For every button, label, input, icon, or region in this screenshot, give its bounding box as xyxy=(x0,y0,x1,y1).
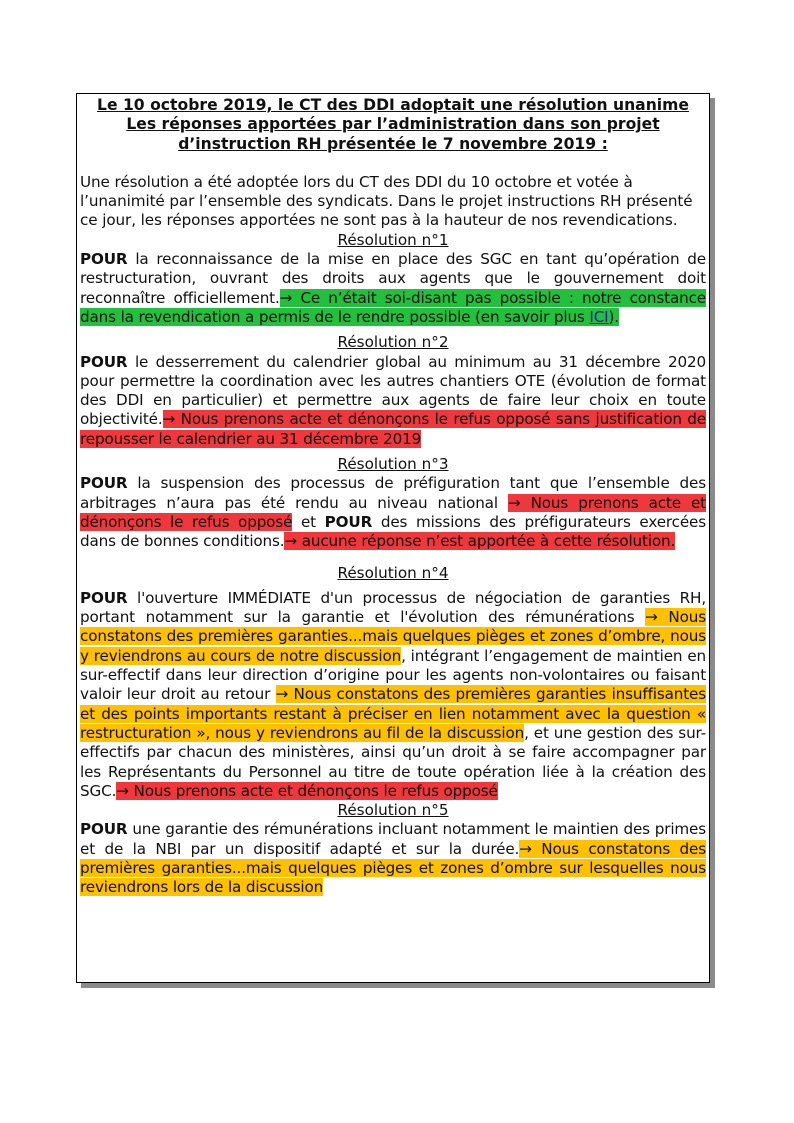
pour-label: POUR xyxy=(80,474,128,493)
resolution-3-body xyxy=(80,474,706,551)
title-line-2: Les réponses apportées par l’administration dans son projet xyxy=(126,115,660,134)
resolution-4-response-3: → Nous prenons acte et dénonçons le refus opposé xyxy=(116,781,498,800)
pour-label: POUR xyxy=(80,820,128,839)
resolution-1-heading: Résolution n°1 xyxy=(337,230,449,249)
resolution-3-response-2: → aucune réponse n’est apportée à cette résolution. xyxy=(284,532,676,551)
resolution-2-response: → Nous prenons acte et dénonçons le refus opposé sans justification de repousser le calendrier au 31 décembre 2019 xyxy=(80,410,706,448)
resolution-2-heading: Résolution n°2 xyxy=(337,333,449,352)
resolution-5-response: → Nous constatons des premières garanties...mais quelques pièges et zones d’ombre sur lesquelles nous reviendrons lors de la discussion xyxy=(80,839,707,897)
resolution-4-text: l'ouverture IMMÉDIATE d'un processus de négociation de garanties RH, portant notamment sur la garantie et l'évolution des rémunérations xyxy=(80,588,706,627)
resolution-4-heading: Résolution n°4 xyxy=(337,563,449,582)
resolution-4-response-2: → Nous constatons des premières garanties insuffisantes et des points importants restant à préciser en lien notamment avec la question « restructuration », nous y reviendrons au fil de la discussion xyxy=(80,685,706,742)
title-line-3: d’instruction RH présentée le 7 novembre 2019 : xyxy=(178,134,608,153)
resolution-5-body xyxy=(80,820,706,897)
resolution-3-heading: Résolution n°3 xyxy=(337,455,449,474)
resolution-1-text: la reconnaissance de la mise en place des SGC en tant qu’opération de restructuration, ouvrant des droits aux agents que le gouvernement doit reconnaître officiellement. xyxy=(80,250,706,307)
resolution-3-text-2: des missions des préfigurateurs exercées dans de bonnes conditions. xyxy=(80,512,706,551)
document-frame xyxy=(76,93,710,983)
resolution-4-text-3: , et une gestion des sur-effectifs par chacun des ministères, ainsi qu’un droit à se faire accompagner par les Représentants du Personnel au titre de toute opération liée à la création des SGC. xyxy=(80,723,706,800)
pour-label: POUR xyxy=(80,588,128,607)
resolution-5-heading: Résolution n°5 xyxy=(337,801,449,820)
resolution-4-text-2: , intégrant l’engagement de maintien en sur-effectif dans leur direction d’origine pour les agents non-volontaires ou faisant valoir leur droit au retour xyxy=(80,646,706,704)
ici-link[interactable]: ICI xyxy=(589,307,609,326)
intro-paragraph: Une résolution a été adoptée lors du CT des DDI du 10 octobre et votée à l’unanimité par l’ensemble des syndicats. Dans le projet instructions RH présenté ce jour, les réponses apportées ne sont pas à la hauteur de nos revendications. xyxy=(80,172,693,230)
resolution-3-response: → Nous prenons acte et dénonçons le refus opposé xyxy=(80,493,706,531)
pour-label: POUR xyxy=(324,512,373,531)
resolution-1-body xyxy=(80,250,706,327)
resolution-1-response: → Ce n’était soi-disant pas possible : notre constance dans la revendication a permis de le rendre possible (en savoir plus xyxy=(80,288,707,326)
resolution-2-body xyxy=(80,353,706,449)
resolution-4-response: → Nous constatons des premières garanties...mais quelques pièges et zones d’ombre, nous y reviendrons au cours de notre discussion xyxy=(80,608,706,665)
resolution-3-connector: et xyxy=(292,512,325,531)
title-line-1: Le 10 octobre 2019, le CT des DDI adoptait une résolution unanime xyxy=(97,96,689,114)
resolution-3-text: la suspension des processus de préfiguration tant que l’ensemble des arbitrages n’aura pas été rendu au niveau national xyxy=(80,474,706,512)
resolution-5-text: une garantie des rémunérations incluant notamment le maintien des primes et de la NBI par un dispositif adapté et sur la durée. xyxy=(80,820,706,858)
resolution-2-text: le desserrement du calendrier global au minimum au 31 décembre 2020 pour permettre la coordination avec les autres chantiers OTE (évolution de format des DDI en particulier) et permettre aux agents de faire leur choix en toute objectivité. xyxy=(80,352,706,429)
pour-label: POUR xyxy=(80,352,128,371)
resolution-1-response-end: ). xyxy=(608,307,619,326)
resolution-4-body xyxy=(80,589,706,801)
pour-label: POUR xyxy=(80,250,128,269)
